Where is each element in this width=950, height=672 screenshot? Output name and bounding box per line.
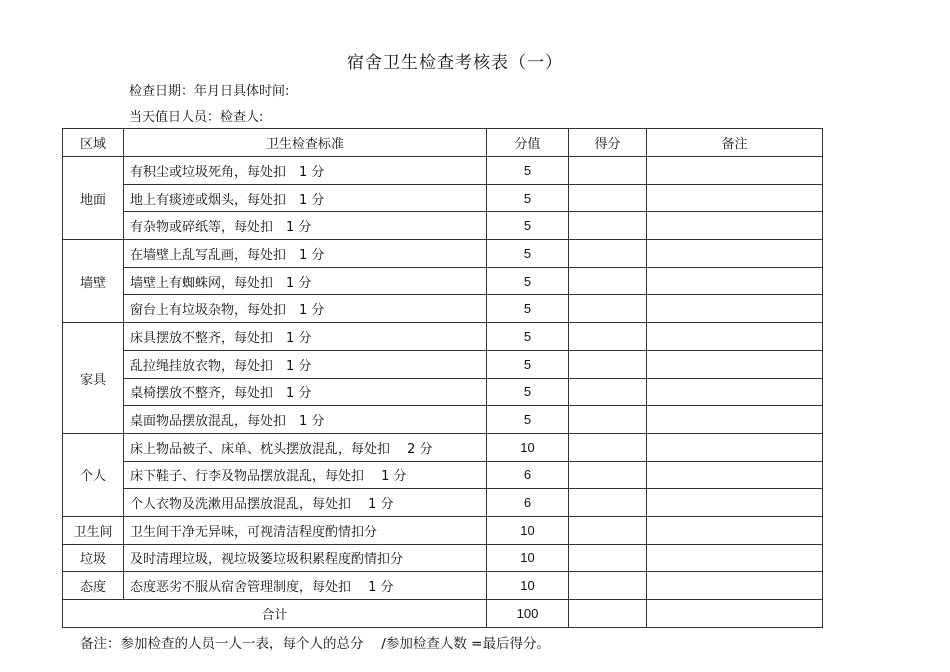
footer-note: 备注：参加检查的人员一人一表，每个人的总分 /参加检查人数 =最后得分。 (80, 636, 550, 652)
table-row (63, 572, 823, 600)
header-standard: 卫生检查标准 (124, 129, 487, 157)
points-cell: 5 (487, 378, 569, 406)
table-row (63, 489, 823, 517)
table-row (63, 157, 823, 185)
score-cell[interactable] (569, 184, 647, 212)
standard-cell: 桌面物品摆放混乱，每处扣 1 分 (124, 406, 487, 434)
header-points: 分值 (487, 129, 569, 157)
remarks-cell[interactable] (647, 157, 823, 185)
score-cell[interactable] (569, 350, 647, 378)
remarks-cell[interactable] (647, 489, 823, 517)
area-cell: 态度 (63, 572, 124, 600)
points-cell: 5 (487, 184, 569, 212)
header-area: 区域 (63, 129, 124, 157)
score-cell[interactable] (569, 295, 647, 323)
standard-cell: 墙壁上有蜘蛛网，每处扣 1 分 (124, 267, 487, 295)
standard-cell: 在墙壁上乱写乱画，每处扣 1 分 (124, 240, 487, 268)
standard-cell: 窗台上有垃圾杂物，每处扣 1 分 (124, 295, 487, 323)
standard-cell: 桌椅摆放不整齐，每处扣 1 分 (124, 378, 487, 406)
score-cell[interactable] (569, 544, 647, 572)
score-cell[interactable] (569, 240, 647, 268)
inspection-date-line: 检查日期：年月日具体时间: (129, 84, 290, 99)
points-cell: 5 (487, 350, 569, 378)
remarks-cell[interactable] (647, 378, 823, 406)
total-row (63, 600, 823, 628)
score-cell[interactable] (569, 489, 647, 517)
area-cell: 个人 (63, 433, 124, 516)
table-row (63, 544, 823, 572)
remarks-cell[interactable] (647, 267, 823, 295)
remarks-cell[interactable] (647, 433, 823, 461)
points-cell: 5 (487, 406, 569, 434)
points-cell: 5 (487, 267, 569, 295)
remarks-cell[interactable] (647, 406, 823, 434)
total-score-cell[interactable] (569, 600, 647, 628)
standard-cell: 地上有痰迹或烟头，每处扣 1 分 (124, 184, 487, 212)
header-remarks: 备注 (647, 129, 823, 157)
remarks-cell[interactable] (647, 240, 823, 268)
inspection-table (62, 128, 823, 628)
points-cell: 5 (487, 295, 569, 323)
table-row (63, 323, 823, 351)
area-cell: 家具 (63, 323, 124, 434)
remarks-cell[interactable] (647, 323, 823, 351)
remarks-cell[interactable] (647, 572, 823, 600)
table-row (63, 212, 823, 240)
remarks-cell[interactable] (647, 350, 823, 378)
table-row (63, 433, 823, 461)
duty-inspector-line: 当天值日人员：检查人: (129, 110, 264, 125)
standard-cell: 床下鞋子、行李及物品摆放混乱，每处扣 1 分 (124, 461, 487, 489)
header-score: 得分 (569, 129, 647, 157)
table-row (63, 516, 823, 544)
area-cell: 垃圾 (63, 544, 124, 572)
total-points: 100 (487, 600, 569, 628)
table-body (63, 157, 823, 600)
score-cell[interactable] (569, 406, 647, 434)
table-row (63, 406, 823, 434)
total-label: 合计 (63, 600, 487, 628)
area-cell: 墙壁 (63, 240, 124, 323)
score-cell[interactable] (569, 461, 647, 489)
table-row (63, 461, 823, 489)
standard-cell: 有杂物或碎纸等，每处扣 1 分 (124, 212, 487, 240)
area-cell: 卫生间 (63, 516, 124, 544)
remarks-cell[interactable] (647, 212, 823, 240)
table-row (63, 184, 823, 212)
standard-cell: 有积尘或垃圾死角，每处扣 1 分 (124, 157, 487, 185)
score-cell[interactable] (569, 323, 647, 351)
remarks-cell[interactable] (647, 516, 823, 544)
points-cell: 5 (487, 212, 569, 240)
score-cell[interactable] (569, 267, 647, 295)
points-cell: 10 (487, 544, 569, 572)
points-cell: 10 (487, 516, 569, 544)
standard-cell: 床具摆放不整齐，每处扣 1 分 (124, 323, 487, 351)
standard-cell: 个人衣物及洗漱用品摆放混乱，每处扣 1 分 (124, 489, 487, 517)
table-row (63, 295, 823, 323)
points-cell: 5 (487, 323, 569, 351)
standard-cell: 床上物品被子、床单、枕头摆放混乱，每处扣 2 分 (124, 433, 487, 461)
table-row (63, 350, 823, 378)
points-cell: 5 (487, 157, 569, 185)
score-cell[interactable] (569, 378, 647, 406)
score-cell[interactable] (569, 157, 647, 185)
score-cell[interactable] (569, 433, 647, 461)
remarks-cell[interactable] (647, 544, 823, 572)
table-header-row (63, 129, 823, 157)
table-row (63, 267, 823, 295)
points-cell: 6 (487, 461, 569, 489)
standard-cell: 态度恶劣不服从宿舍管理制度，每处扣 1 分 (124, 572, 487, 600)
remarks-cell[interactable] (647, 184, 823, 212)
area-cell: 地面 (63, 157, 124, 240)
standard-cell: 及时清理垃圾，视垃圾篓垃圾积累程度酌情扣分 (124, 544, 487, 572)
score-cell[interactable] (569, 516, 647, 544)
points-cell: 10 (487, 433, 569, 461)
remarks-cell[interactable] (647, 295, 823, 323)
score-cell[interactable] (569, 212, 647, 240)
table-row (63, 378, 823, 406)
table-row (63, 240, 823, 268)
points-cell: 10 (487, 572, 569, 600)
remarks-cell[interactable] (647, 461, 823, 489)
page-title: 宿舍卫生检查考核表（一） (347, 53, 563, 73)
score-cell[interactable] (569, 572, 647, 600)
standard-cell: 卫生间干净无异味，可视清洁程度酌情扣分 (124, 516, 487, 544)
total-remarks-cell[interactable] (647, 600, 823, 628)
standard-cell: 乱拉绳挂放衣物，每处扣 1 分 (124, 350, 487, 378)
points-cell: 6 (487, 489, 569, 517)
points-cell: 5 (487, 240, 569, 268)
